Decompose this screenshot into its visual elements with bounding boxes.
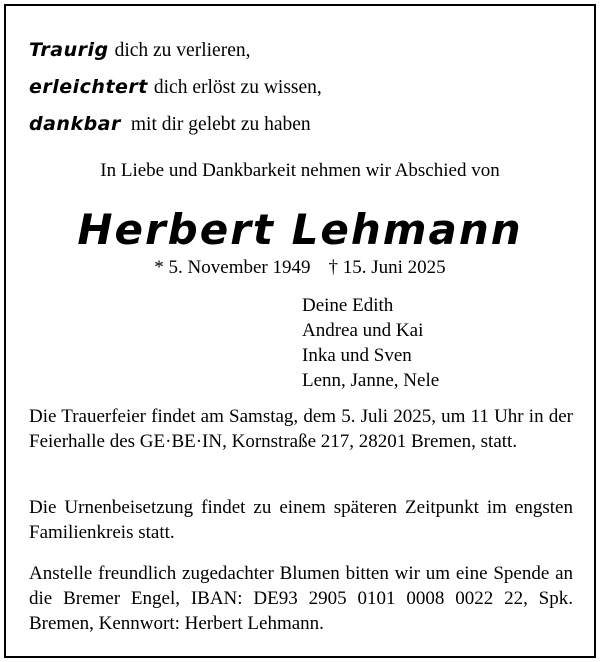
death-date: † 15. Juni 2025 — [328, 257, 446, 278]
intro-text: In Liebe und Dankbarkeit nehmen wir Abschied von — [100, 160, 500, 181]
poem-line-2 — [29, 75, 322, 100]
poem-handwritten-word-3: dankbar — [29, 113, 121, 135]
mourner-2: Andrea und Kai — [302, 320, 424, 341]
poem-handwritten-word-2: erleichtert — [29, 76, 148, 98]
poem-line-3 — [29, 112, 311, 137]
donation-paragraph: Anstelle freundlich zugedachter Blumen bitten wir um eine Spende an die Bremer Engel, IBAN: DE93 2905 0101 0008 0022 22, Spk. Bremen, Kennwort: Herbert Lehmann. — [29, 563, 573, 634]
mourner-4: Lenn, Janne, Nele — [302, 370, 440, 391]
birth-date: * 5. November 1949 — [154, 257, 311, 278]
obituary-frame — [4, 4, 596, 658]
poem-line-1 — [29, 38, 250, 63]
poem-text-2: dich erlöst zu wissen, — [153, 77, 322, 98]
urn-burial-paragraph: Die Urnenbeisetzung findet zu einem späteren Zeitpunkt im engsten Familienkreis statt. — [29, 497, 573, 543]
deceased-name: Herbert Lehmann — [77, 205, 523, 254]
mourner-3: Inka und Sven — [302, 345, 412, 366]
mourner-1: Deine Edith — [302, 295, 394, 316]
mourners-list — [302, 293, 439, 393]
funeral-service-paragraph: Die Trauerfeier findet am Samstag, dem 5. Juli 2025, um 11 Uhr in der Feierhalle des GE·BE·IN, Kornstraße 217, 28201 Bremen, statt. — [29, 406, 573, 452]
poem-handwritten-word-1: Traurig — [29, 39, 109, 61]
poem-text-1: dich zu verlieren, — [114, 40, 251, 61]
life-dates — [6, 256, 594, 280]
poem-text-3: mit dir gelebt zu haben — [130, 114, 311, 135]
